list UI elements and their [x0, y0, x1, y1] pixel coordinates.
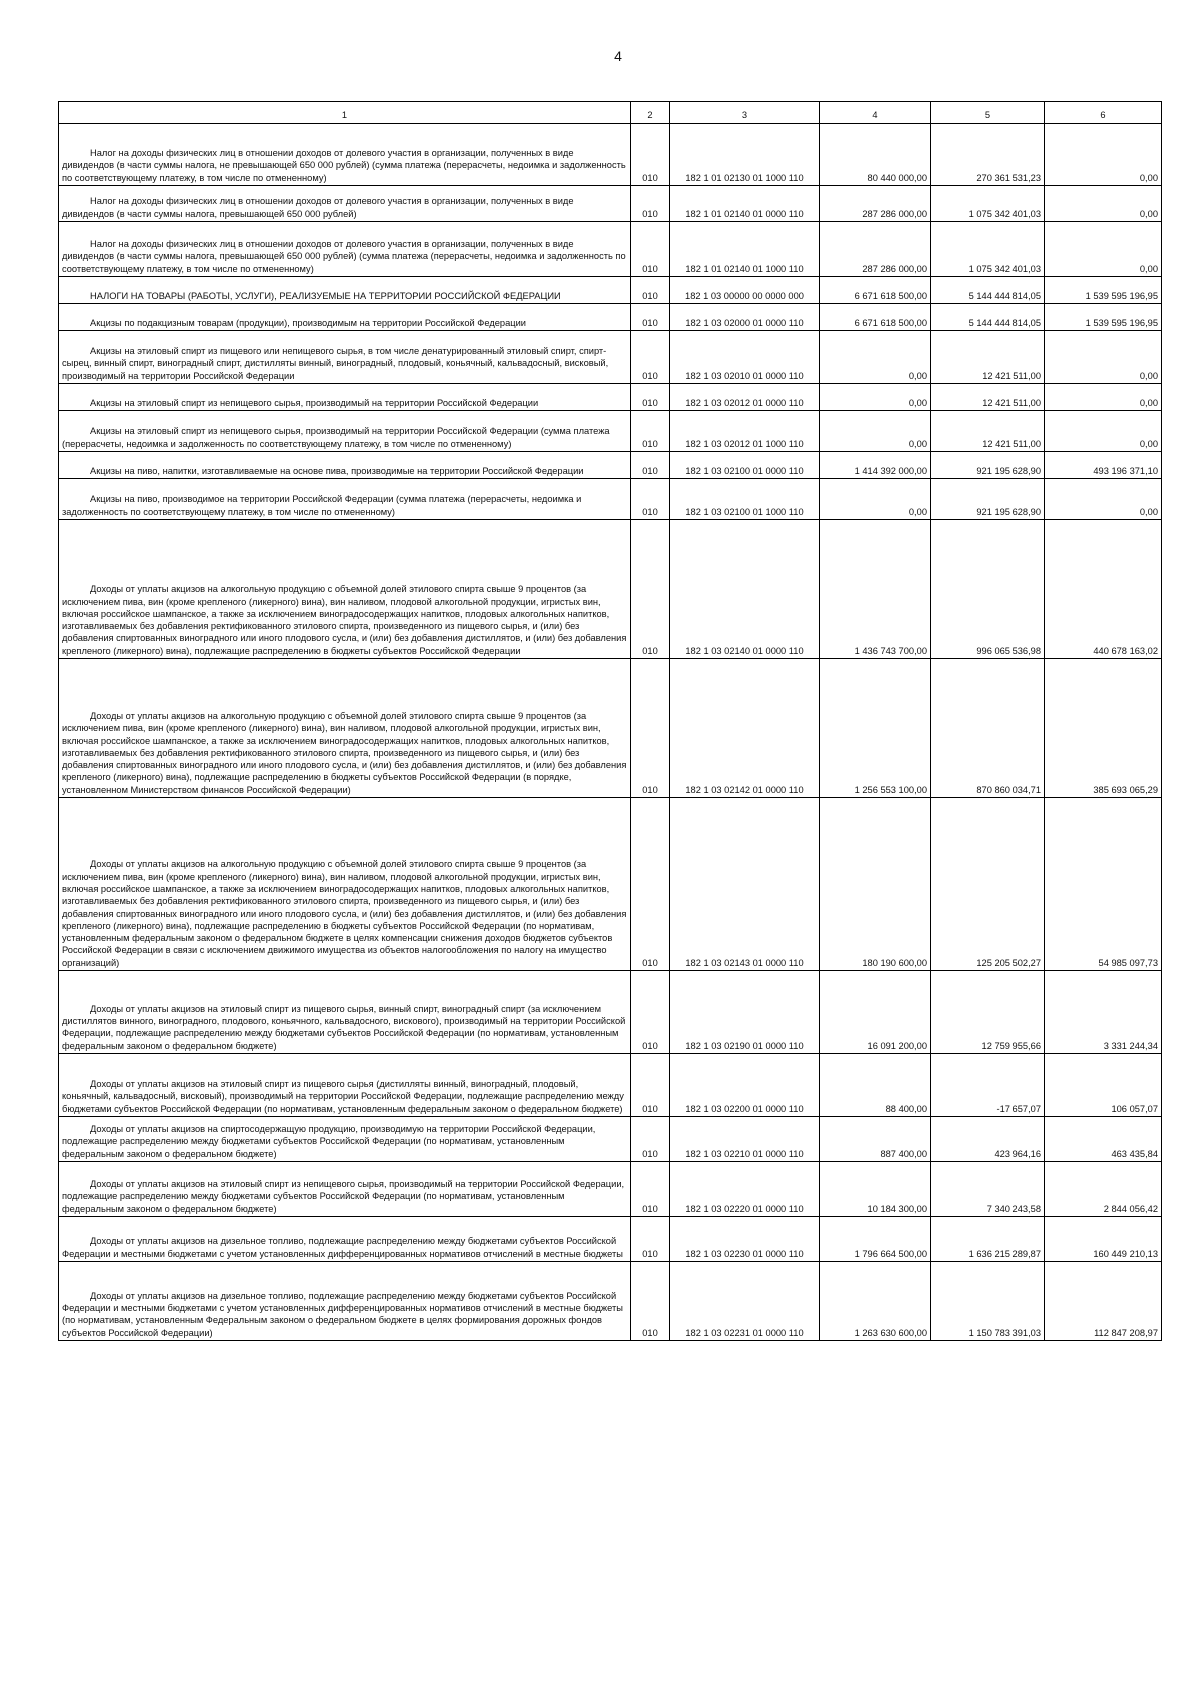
row-name-text: Доходы от уплаты акцизов на алкогольную продукцию с объемной долей этилового спирта свыше 9 процентов (за исключением пива, вин (кроме крепленого (ликерного) вина), вин наливом, плодовой алкогольной продукции, игристых вин, включая российское шампанское, а также за исключением виноградосодержащих напитков, плодовых алкогольных напитков, изготавливаемых без добавления ректификованного этилового спирта, произведенного из пищевого сырья, и (или) без добавления спиртованных виноградного или иного плодового сусла, и (или) без добавления дистиллятов, и (или) без добавления крепленого (ликерного) вина), подлежащие распределению в бюджеты субъектов Российской Федерации (по нормативам, установленным федеральным законом о федеральном бюджете в целях компенсации снижения доходов бюджетов субъектов Российской Федерации в связи с исключением движимого имущества из объектов налогообложения по налогу на имущество организаций): [62, 859, 627, 968]
row-code: 010: [631, 452, 670, 479]
row-value-6: 0,00: [1045, 186, 1162, 222]
row-name-text: Налог на доходы физических лиц в отношении доходов от долевого участия в организации, полученных в виде дивидендов (в части суммы налога, не превышающей 650 000 рублей) (сумма платежа (перерасчеты, недоимка и задолженность по соответствующему платежу, в том числе по отмененному): [62, 148, 626, 183]
column-header: 6: [1045, 102, 1162, 124]
row-value-6: 1 539 595 196,95: [1045, 304, 1162, 331]
revenue-table: [58, 101, 1162, 1341]
table-row: [59, 411, 1162, 452]
row-value-4: 1 436 743 700,00: [820, 520, 931, 659]
row-code: 010: [631, 124, 670, 186]
table-row: [59, 124, 1162, 186]
row-name: [59, 1054, 631, 1117]
row-value-4: 1 796 664 500,00: [820, 1217, 931, 1262]
row-name: [59, 331, 631, 384]
row-name-text: Доходы от уплаты акцизов на алкогольную продукцию с объемной долей этилового спирта свыше 9 процентов (за исключением пива, вин (кроме крепленого (ликерного) вина), вин наливом, плодовой алкогольной продукции, игристых вин, включая российское шампанское, а также за исключением виноградосодержащих напитков, плодовых алкогольных напитков, изготавливаемых без добавления ректификованного этилового спирта, произведенного из пищевого сырья, и (или) без добавления спиртованных виноградного или иного плодового сусла, и (или) без добавления дистиллятов, и (или) без добавления крепленого (ликерного) вина), подлежащие распределению в бюджеты субъектов Российской Федерации: [62, 584, 627, 656]
row-value-4: 0,00: [820, 479, 931, 520]
row-code: 010: [631, 277, 670, 304]
row-kbk-code: 182 1 03 02100 01 1000 110: [670, 479, 820, 520]
row-name: [59, 304, 631, 331]
table-row: [59, 659, 1162, 798]
row-code: 010: [631, 1217, 670, 1262]
row-kbk-code: 182 1 01 02140 01 1000 110: [670, 222, 820, 277]
row-name: [59, 520, 631, 659]
row-value-6: 0,00: [1045, 222, 1162, 277]
table-row: [59, 1054, 1162, 1117]
row-code: 010: [631, 411, 670, 452]
column-header: 1: [59, 102, 631, 124]
row-name: [59, 1262, 631, 1341]
row-value-4: 1 414 392 000,00: [820, 452, 931, 479]
row-name-text: Акцизы на этиловый спирт из пищевого или непищевого сырья, в том числе денатурированный этиловый спирт, спирт-сырец, винный спирт, виноградный спирт, дистилляты винный, виноградный, плодовый, коньячный, кальвадосный, висковый, производимый на территории Российской Федерации: [62, 346, 609, 381]
row-value-4: 88 400,00: [820, 1054, 931, 1117]
row-name: [59, 479, 631, 520]
row-kbk-code: 182 1 03 02200 01 0000 110: [670, 1054, 820, 1117]
row-name: [59, 186, 631, 222]
row-kbk-code: 182 1 03 00000 00 0000 000: [670, 277, 820, 304]
row-value-6: 2 844 056,42: [1045, 1162, 1162, 1217]
row-value-4: 16 091 200,00: [820, 971, 931, 1054]
row-code: 010: [631, 1117, 670, 1162]
row-name-text: Акцизы на этиловый спирт из непищевого сырья, производимый на территории Российской Федерации: [90, 397, 539, 408]
row-value-4: 10 184 300,00: [820, 1162, 931, 1217]
row-value-4: 287 286 000,00: [820, 186, 931, 222]
row-value-5: 125 205 502,27: [931, 798, 1045, 971]
row-code: 010: [631, 1054, 670, 1117]
row-name-text: Налог на доходы физических лиц в отношении доходов от долевого участия в организации, полученных в виде дивидендов (в части суммы налога, превышающей 650 000 рублей) (сумма платежа (перерасчеты, недоимка и задолженность по соответствующему платежу, в том числе по отмененному): [62, 239, 626, 274]
row-kbk-code: 182 1 03 02190 01 0000 110: [670, 971, 820, 1054]
row-value-5: -17 657,07: [931, 1054, 1045, 1117]
row-name-text: Доходы от уплаты акцизов на этиловый спирт из непищевого сырья, производимый на территории Российской Федерации, подлежащие распределению между бюджетами субъектов Российской Федерации (по нормативам, установленным федеральным законом о федеральном бюджете): [62, 1179, 625, 1214]
row-value-6: 54 985 097,73: [1045, 798, 1162, 971]
table-row: [59, 304, 1162, 331]
row-kbk-code: 182 1 03 02012 01 0000 110: [670, 384, 820, 411]
row-value-5: 1 075 342 401,03: [931, 222, 1045, 277]
row-code: 010: [631, 384, 670, 411]
row-name: [59, 124, 631, 186]
row-value-6: 385 693 065,29: [1045, 659, 1162, 798]
row-name: [59, 971, 631, 1054]
table-row: [59, 971, 1162, 1054]
row-name: [59, 452, 631, 479]
row-kbk-code: 182 1 03 02210 01 0000 110: [670, 1117, 820, 1162]
row-kbk-code: 182 1 03 02143 01 0000 110: [670, 798, 820, 971]
row-name-text: Акцизы на пиво, напитки, изготавливаемые на основе пива, производимые на территории Российской Федерации: [90, 465, 584, 476]
row-kbk-code: 182 1 03 02012 01 1000 110: [670, 411, 820, 452]
row-value-4: 180 190 600,00: [820, 798, 931, 971]
table-row: [59, 222, 1162, 277]
row-value-5: 921 195 628,90: [931, 479, 1045, 520]
row-value-5: 423 964,16: [931, 1117, 1045, 1162]
row-name-text: Налог на доходы физических лиц в отношении доходов от долевого участия в организации, полученных в виде дивидендов (в части суммы налога, превышающей 650 000 рублей): [62, 196, 574, 219]
row-kbk-code: 182 1 03 02220 01 0000 110: [670, 1162, 820, 1217]
row-name-text: Доходы от уплаты акцизов на алкогольную продукцию с объемной долей этилового спирта свыше 9 процентов (за исключением пива, вин (кроме крепленого (ликерного) вина), вин наливом, плодовой алкогольной продукции, игристых вин, включая российское шампанское, а также за исключением виноградосодержащих напитков, плодовых алкогольных напитков, изготавливаемых без добавления ректификованного этилового спирта, произведенного из пищевого сырья, и (или) без добавления спиртованных виноградного или иного плодового сусла, и (или) без добавления дистиллятов, и (или) без добавления крепленого (ликерного) вина), подлежащие распределению в бюджеты субъектов Российской Федерации (в порядке, установленном Министерством финансов Российской Федерации): [62, 710, 627, 795]
row-code: 010: [631, 186, 670, 222]
row-value-5: 5 144 444 814,05: [931, 304, 1045, 331]
row-code: 010: [631, 1162, 670, 1217]
row-value-6: 493 196 371,10: [1045, 452, 1162, 479]
table-row: [59, 331, 1162, 384]
column-header: 4: [820, 102, 931, 124]
row-name-text: Доходы от уплаты акцизов на дизельное топливо, подлежащие распределению между бюджетами субъектов Российской Федерации и местными бюджетами с учетом установленных дифференцированных нормативов отчислений в местные бюджеты (по нормативам, установленным Федеральным законом о федеральном бюджете в целях формирования дорожных фондов субъектов Российской Федерации): [62, 1290, 623, 1338]
row-value-6: 0,00: [1045, 124, 1162, 186]
row-value-5: 5 144 444 814,05: [931, 277, 1045, 304]
table-row: [59, 1117, 1162, 1162]
row-kbk-code: 182 1 01 02130 01 1000 110: [670, 124, 820, 186]
row-code: 010: [631, 331, 670, 384]
row-value-4: 0,00: [820, 331, 931, 384]
row-value-5: 996 065 536,98: [931, 520, 1045, 659]
row-value-5: 12 421 511,00: [931, 384, 1045, 411]
row-value-6: 1 539 595 196,95: [1045, 277, 1162, 304]
row-value-4: 1 263 630 600,00: [820, 1262, 931, 1341]
table-row: [59, 520, 1162, 659]
table-row: [59, 1262, 1162, 1341]
row-name: [59, 659, 631, 798]
row-value-5: 12 421 511,00: [931, 331, 1045, 384]
row-code: 010: [631, 659, 670, 798]
row-value-5: 1 150 783 391,03: [931, 1262, 1045, 1341]
row-value-5: 7 340 243,58: [931, 1162, 1045, 1217]
table-row: [59, 479, 1162, 520]
row-name: [59, 277, 631, 304]
row-name: [59, 1162, 631, 1217]
row-kbk-code: 182 1 03 02010 01 0000 110: [670, 331, 820, 384]
row-value-6: 112 847 208,97: [1045, 1262, 1162, 1341]
table-row: [59, 384, 1162, 411]
row-value-6: 463 435,84: [1045, 1117, 1162, 1162]
row-code: 010: [631, 304, 670, 331]
row-name-text: Акцизы на этиловый спирт из непищевого сырья, производимый на территории Российской Федерации (сумма платежа (перерасчеты, недоимка и задолженность по соответствующему платежу, в том числе по отмененному): [62, 426, 610, 449]
row-name-text: Акцизы по подакцизным товарам (продукции), производимым на территории Российской Федерации: [90, 317, 526, 328]
table-row: [59, 277, 1162, 304]
row-code: 010: [631, 479, 670, 520]
row-kbk-code: 182 1 03 02140 01 0000 110: [670, 520, 820, 659]
row-kbk-code: 182 1 03 02230 01 0000 110: [670, 1217, 820, 1262]
row-value-6: 0,00: [1045, 331, 1162, 384]
row-value-5: 1 636 215 289,87: [931, 1217, 1045, 1262]
row-value-4: 287 286 000,00: [820, 222, 931, 277]
row-name: [59, 222, 631, 277]
row-value-5: 870 860 034,71: [931, 659, 1045, 798]
row-value-4: 80 440 000,00: [820, 124, 931, 186]
row-value-6: 0,00: [1045, 411, 1162, 452]
row-value-5: 12 759 955,66: [931, 971, 1045, 1054]
table-row: [59, 798, 1162, 971]
table-row: [59, 1162, 1162, 1217]
row-value-6: 440 678 163,02: [1045, 520, 1162, 659]
row-code: 010: [631, 1262, 670, 1341]
row-kbk-code: 182 1 03 02142 01 0000 110: [670, 659, 820, 798]
row-code: 010: [631, 971, 670, 1054]
row-kbk-code: 182 1 03 02000 01 0000 110: [670, 304, 820, 331]
row-value-4: 6 671 618 500,00: [820, 277, 931, 304]
row-value-6: 160 449 210,13: [1045, 1217, 1162, 1262]
row-name-text: Акцизы на пиво, производимое на территории Российской Федерации (сумма платежа (перерасчеты, недоимка и задолженность по соответствующему платежу, в том числе по отмененному): [62, 494, 582, 517]
row-name: [59, 384, 631, 411]
row-value-6: 3 331 244,34: [1045, 971, 1162, 1054]
row-value-6: 106 057,07: [1045, 1054, 1162, 1117]
row-name: [59, 1217, 631, 1262]
row-value-4: 1 256 553 100,00: [820, 659, 931, 798]
row-code: 010: [631, 222, 670, 277]
column-header: 2: [631, 102, 670, 124]
row-value-4: 887 400,00: [820, 1117, 931, 1162]
row-kbk-code: 182 1 01 02140 01 0000 110: [670, 186, 820, 222]
row-name-text: Доходы от уплаты акцизов на этиловый спирт из пищевого сырья (дистилляты винный, виноградный, плодовый, коньячный, кальвадосный, висковый), производимый на территории Российской Федерации, подлежащие распределению между бюджетами субъектов Российской Федерации (по нормативам, установленным федеральным законом о федеральном бюджете): [62, 1079, 624, 1114]
header-row: [59, 102, 1162, 124]
row-name: [59, 798, 631, 971]
row-name-text: НАЛОГИ НА ТОВАРЫ (РАБОТЫ, УСЛУГИ), РЕАЛИЗУЕМЫЕ НА ТЕРРИТОРИИ РОССИЙСКОЙ ФЕДЕРАЦИИ: [90, 290, 561, 301]
row-kbk-code: 182 1 03 02100 01 0000 110: [670, 452, 820, 479]
table-row: [59, 186, 1162, 222]
row-code: 010: [631, 520, 670, 659]
column-header: 3: [670, 102, 820, 124]
row-value-5: 1 075 342 401,03: [931, 186, 1045, 222]
row-value-6: 0,00: [1045, 384, 1162, 411]
page-number: 4: [614, 48, 622, 64]
row-name-text: Доходы от уплаты акцизов на дизельное топливо, подлежащие распределению между бюджетами субъектов Российской Федерации и местными бюджетами с учетом установленных дифференцированных нормативов отчислений в местные бюджеты: [62, 1236, 623, 1259]
row-value-4: 6 671 618 500,00: [820, 304, 931, 331]
row-name-text: Доходы от уплаты акцизов на этиловый спирт из пищевого сырья, винный спирт, виноградный спирт (за исключением дистиллятов винного, виноградного, плодового, коньячного, кальвадосного, вискового), производимый на территории Российской Федерации, подлежащие распределению между бюджетами субъектов Российской Федерации (по нормативам, установленным федеральным законом о федеральном бюджете): [62, 1003, 626, 1051]
column-header: 5: [931, 102, 1045, 124]
row-name: [59, 1117, 631, 1162]
row-value-5: 921 195 628,90: [931, 452, 1045, 479]
table-row: [59, 1217, 1162, 1262]
row-code: 010: [631, 798, 670, 971]
row-kbk-code: 182 1 03 02231 01 0000 110: [670, 1262, 820, 1341]
row-name-text: Доходы от уплаты акцизов на спиртосодержащую продукцию, производимую на территории Российской Федерации, подлежащие распределению между бюджетами субъектов Российской Федерации (по нормативам, установленным федеральным законом о федеральном бюджете): [62, 1124, 596, 1159]
row-name: [59, 411, 631, 452]
row-value-5: 270 361 531,23: [931, 124, 1045, 186]
row-value-6: 0,00: [1045, 479, 1162, 520]
row-value-4: 0,00: [820, 411, 931, 452]
row-value-5: 12 421 511,00: [931, 411, 1045, 452]
row-value-4: 0,00: [820, 384, 931, 411]
table-row: [59, 452, 1162, 479]
